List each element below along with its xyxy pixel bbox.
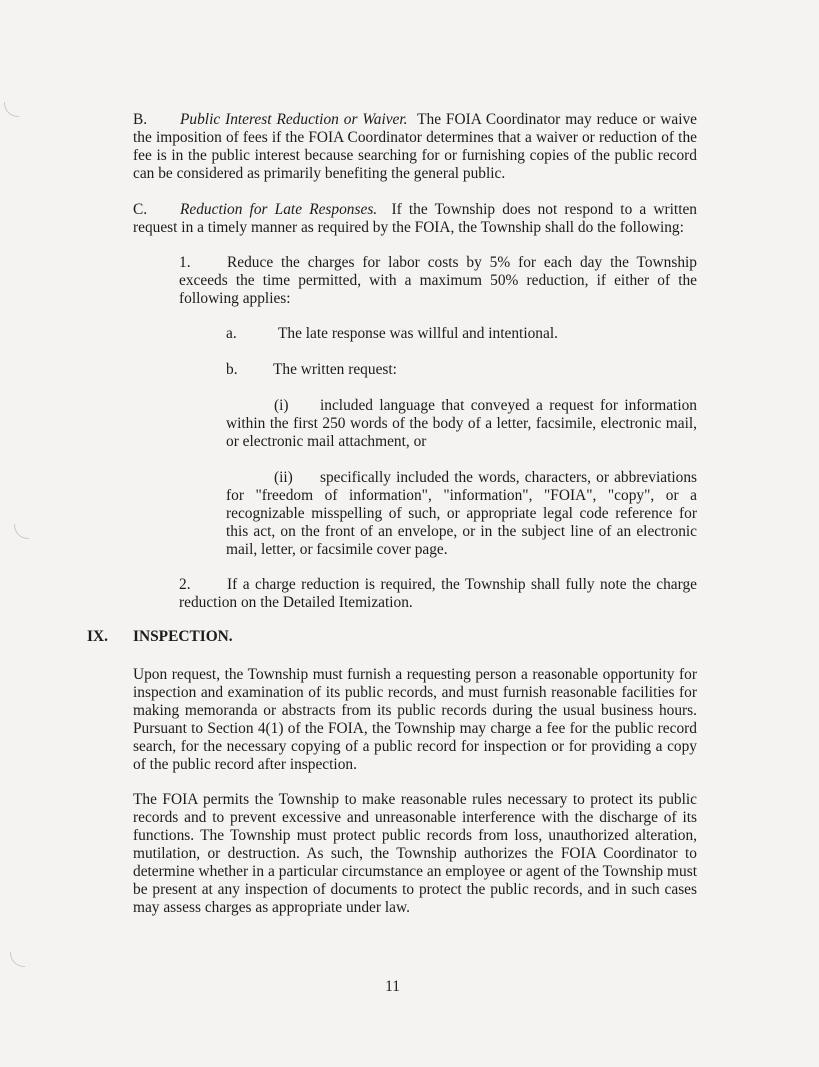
section-c-label: C. — [133, 201, 148, 218]
section-b-heading: Public Interest Reduction or Waiver. — [180, 111, 408, 128]
scan-artifact — [14, 524, 29, 539]
item-1-text: Reduce the charges for labor costs by 5% for each day the Township exceeds the time permitted, with a maximum 50% reduction, if either of the following applies: — [179, 254, 697, 307]
section-c-heading: Reduction for Late Responses. — [180, 201, 378, 218]
section-ix-heading-row — [87, 628, 387, 646]
item-a-label: a. — [226, 325, 237, 342]
section-b-text: The FOIA Coordinator may reduce or waive the imposition of fees if the FOIA Coordinator determines that a waiver or reduction of the fee is in the public interest because searching for or furnishing copies of the public record can be considered as primarily benefiting the general public. — [133, 111, 698, 182]
item-1-paragraph — [179, 254, 697, 308]
item-a-text: The late response was willful and intentional. — [278, 325, 558, 342]
item-2-label: 2. — [179, 576, 191, 593]
section-c-paragraph — [133, 201, 697, 237]
section-ix-heading: INSPECTION. — [133, 628, 233, 645]
item-b-text: The written request: — [273, 361, 397, 378]
item-ii-paragraph — [226, 469, 697, 559]
item-b-label: b. — [226, 361, 238, 378]
page-number: 11 — [385, 978, 400, 995]
section-b-label: B. — [133, 111, 148, 128]
scan-artifact — [4, 102, 19, 117]
item-2-paragraph — [179, 576, 697, 612]
item-i-label: (i) — [274, 397, 289, 414]
section-c-text: If the Township does not respond to a written request in a timely manner as required by the FOIA, the Township shall do the following: — [133, 201, 698, 236]
section-ix-label: IX. — [87, 628, 108, 645]
item-2-text: If a charge reduction is required, the Township shall fully note the charge reduction on the Detailed Itemization. — [179, 576, 697, 611]
item-a-paragraph — [226, 325, 697, 343]
item-ii-text: specifically included the words, characters, or abbreviations for "freedom of information", "information", "FOIA", "copy", or a recognizable misspelling of such, or appropriate legal code reference for this act, on the front of an envelope, or in the subject line of an electronic mail, letter, or facsimile cover page. — [226, 469, 697, 558]
item-i-paragraph — [226, 397, 697, 451]
section-b-paragraph — [133, 111, 697, 183]
section-ix-paragraph-2: The FOIA permits the Township to make reasonable rules necessary to protect its public records and to prevent excessive and unreasonable interference with the discharge of its functions. The Township must protect public records from loss, unauthorized alteration, mutilation, or destruction. As such, the Township authorizes the FOIA Coordinator to determine whether in a particular circumstance an employee or agent of the Township must be present at any inspection of documents to protect the public records, and in such cases may assess charges as appropriate under law. — [133, 791, 697, 916]
item-ii-label: (ii) — [274, 469, 293, 486]
item-1-label: 1. — [179, 254, 191, 271]
scan-artifact — [10, 952, 25, 967]
item-i-text: included language that conveyed a request for information within the first 250 words of the body of a letter, facsimile, electronic mail, or electronic mail attachment, or — [226, 397, 697, 450]
item-b-paragraph — [226, 361, 697, 379]
section-ix-paragraph-1: Upon request, the Township must furnish a requesting person a reasonable opportunity for inspection and examination of its public records, and must furnish reasonable facilities for making memoranda or abstracts from its public records during the usual business hours. Pursuant to Section 4(1) of the FOIA, the Township may charge a fee for the public record search, for the necessary copying of a public record for inspection or for providing a copy of the public record after inspection. — [133, 666, 697, 773]
